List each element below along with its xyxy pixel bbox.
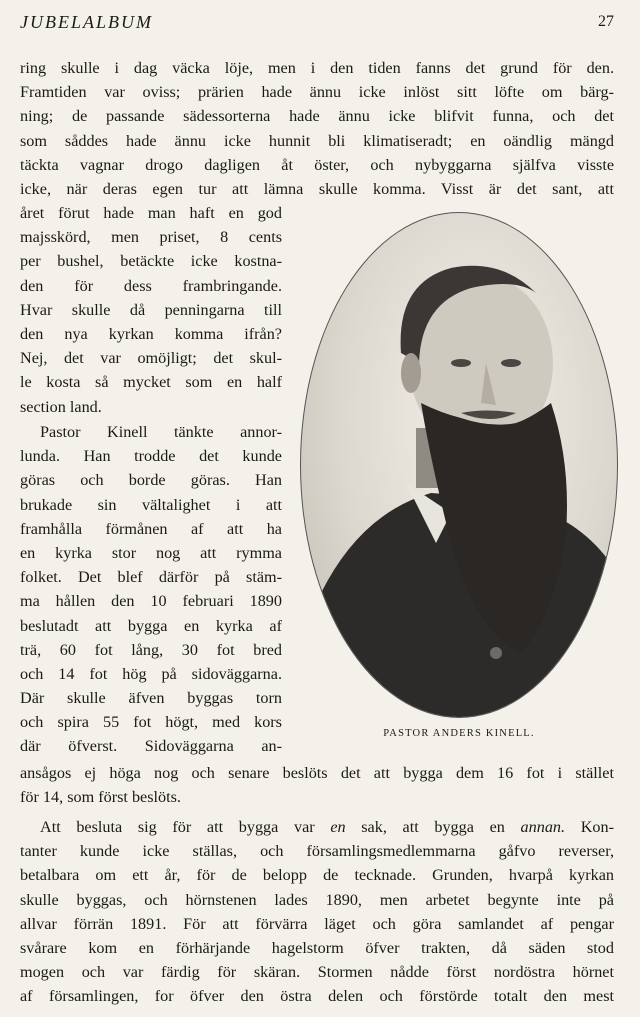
text-line: icke, när deras egen tur att lämna skulle komma. Visst är det sant, att bbox=[20, 179, 614, 198]
text-line: och 14 fot hög på sidoväggarna. bbox=[20, 664, 282, 683]
text-line: året förut hade man haft en god bbox=[20, 204, 282, 222]
text-line: tanter kunde icke ställas, och församlingsmedlemmarna gåfvo reverser, bbox=[20, 842, 614, 861]
text-line: lunda. Han trodde det kunde bbox=[20, 447, 282, 466]
portrait-drawing bbox=[301, 213, 617, 717]
text-line: framhålla förmånen af att ha bbox=[20, 519, 282, 538]
text-line: section land. bbox=[20, 397, 102, 416]
text-line: ring skulle i dag väcka löje, men i den tiden fanns det grund för den. bbox=[20, 59, 614, 77]
emphasis: annan. bbox=[520, 818, 566, 836]
text-line bbox=[20, 815, 614, 839]
text-line: betalbara om ett år, för de belopp de tecknade. Grunden, hvarpå kyrkan bbox=[20, 866, 614, 885]
running-head bbox=[20, 12, 614, 38]
portrait-photo bbox=[300, 212, 618, 718]
text-line: ma hållen den 10 februari 1890 bbox=[20, 592, 282, 611]
paragraph-1-full bbox=[20, 56, 614, 201]
text-line: folket. Det blef därför på stäm- bbox=[20, 568, 282, 587]
text-line: Pastor Kinell tänkte annor- bbox=[40, 423, 282, 441]
page-number: 27 bbox=[598, 13, 614, 30]
portrait-figure bbox=[300, 212, 618, 718]
text-line: Hvar skulle då penningarna till bbox=[20, 300, 282, 319]
text-line: beslutadt att bygga en kyrka af bbox=[20, 616, 282, 635]
text-line: en kyrka stor nog att rymma bbox=[20, 543, 282, 562]
text-line: Nej, det var omöjligt; det skul- bbox=[20, 349, 282, 368]
text-line: Framtiden var oviss; prärien hade ännu icke inlöst sitt löfte om bärg- bbox=[20, 83, 614, 102]
text-line: le kosta så mycket som en half bbox=[20, 373, 282, 392]
text-line: Där skulle äfven byggas torn bbox=[20, 689, 282, 708]
portrait-caption: PASTOR ANDERS KINELL. bbox=[383, 728, 535, 739]
text-line: ansågos ej höga nog och senare beslöts det att bygga dem 16 fot i stället bbox=[20, 764, 614, 782]
text-line: där öfverst. Sidoväggarna an- bbox=[20, 737, 282, 756]
text-line: trä, 60 fot lång, 30 fot bred bbox=[20, 640, 282, 659]
text-line: och spira 55 fot högt, med kors bbox=[20, 713, 282, 732]
text-line: allvar förrän 1891. För att förvärra läget och göra samlandet af pengar bbox=[20, 914, 614, 933]
text-line: som såddes hade ännu icke hunnit bli klimatiseradt; en oändlig mängd bbox=[20, 131, 614, 150]
paragraph-2-narrow bbox=[20, 420, 282, 759]
paragraph-3 bbox=[20, 815, 614, 1009]
text-run: Kon- bbox=[565, 818, 614, 836]
text-run: Att besluta sig för att bygga var bbox=[40, 818, 331, 836]
text-line: mogen och var färdig för skäran. Stormen nådde först nordöstra hörnet bbox=[20, 963, 614, 982]
text-line: af församlingen, for öfver den östra delen och förstörde totalt den mest bbox=[20, 987, 614, 1006]
paragraph-1-narrow bbox=[20, 201, 282, 419]
emphasis: en bbox=[330, 818, 346, 836]
text-line: den för dess frambringande. bbox=[20, 276, 282, 295]
text-line: den nya kyrkan komma ifrån? bbox=[20, 324, 282, 343]
text-line: göras och borde göras. Han bbox=[20, 471, 282, 490]
text-run: sak, att bygga en bbox=[345, 818, 521, 836]
text-line: per bushel, betäckte icke kostna- bbox=[20, 252, 282, 271]
text-line: majsskörd, men priset, 8 cents bbox=[20, 228, 282, 247]
text-line: brukade sin vältalighet i att bbox=[20, 495, 282, 514]
text-line: ning; de passande sädessorterna hade ännu icke blifvit funna, och det bbox=[20, 107, 614, 126]
text-line: skulle byggas, och hörnstenen lades 1890, men arbetet begynte inte på bbox=[20, 890, 614, 909]
text-line: täckta vagnar drogo dagligen åt öster, och nybyggarna själfva visste bbox=[20, 155, 614, 174]
text-line: svårare kom en förhärjande hagelstorm öfver trakten, då säden stod bbox=[20, 938, 614, 957]
text-line: för 14, som först beslöts. bbox=[20, 788, 181, 807]
running-title: JUBELALBUM bbox=[20, 12, 153, 32]
paragraph-2-full bbox=[20, 761, 614, 809]
